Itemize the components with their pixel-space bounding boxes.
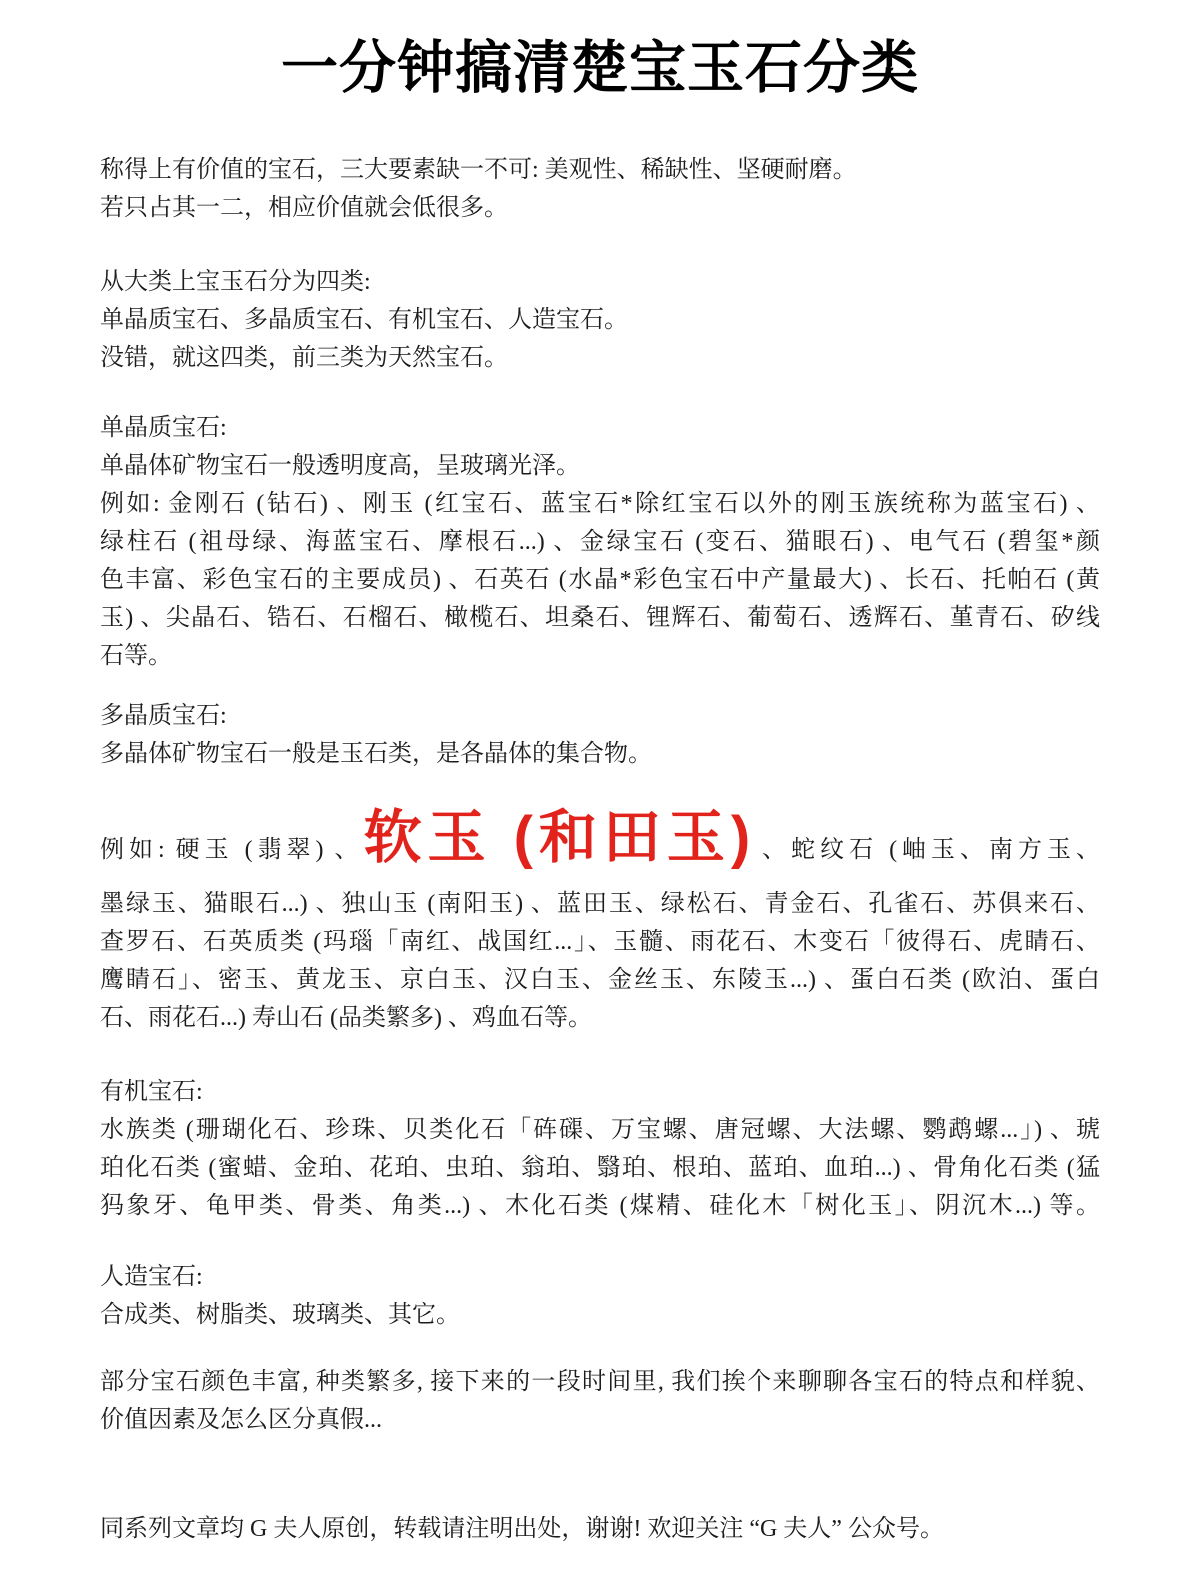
footer-line: 同系列文章均 G 夫人原创，转载请注明出处，谢谢! 欢迎关注 “G 夫人” 公众号。	[100, 1516, 944, 1542]
text-line: 色丰富、彩色宝石的主要成员) 、石英石 (水晶*彩色宝石中产量最大) 、长石、托帕石 (黄	[100, 567, 1100, 593]
poly-crystal-section	[100, 697, 1100, 773]
footer-paragraph	[100, 1510, 1100, 1548]
highlight-line	[100, 803, 1100, 885]
outro-paragraph	[100, 1363, 1100, 1439]
text-line: 例如: 金刚石 (钻石) 、刚玉 (红宝石、蓝宝石*除红宝石以外的刚玉族统称为蓝宝石) 、	[100, 491, 1100, 517]
poly-crystal-examples	[100, 803, 1100, 1037]
text-line: 价值因素及怎么区分真假...	[100, 1407, 382, 1433]
organic-section	[100, 1073, 1100, 1225]
page-title: 一分钟搞清楚宝玉石分类	[281, 37, 919, 100]
text-line: 若只占其一二，相应价值就会低很多。	[100, 195, 508, 221]
text-line: 玉) 、尖晶石、锆石、石榴石、橄榄石、坦桑石、锂辉石、葡萄石、透辉石、堇青石、矽线	[100, 605, 1100, 631]
text-line: 水族类 (珊瑚化石、珍珠、贝类化石「砗磲、万宝螺、唐冠螺、大法螺、鹦鹉螺...」) 、琥	[100, 1117, 1100, 1143]
text-segment: 、蛇纹石 (岫玉、南方玉、	[751, 837, 1100, 863]
section-description: 多晶体矿物宝石一般是玉石类，是各晶体的集合物。	[100, 741, 652, 767]
section-heading: 单晶质宝石:	[100, 415, 227, 441]
text-line: 墨绿玉、猫眼石...) 、独山玉 (南阳玉) 、蓝田玉、绿松石、青金石、孔雀石、苏俱来石、	[100, 891, 1100, 917]
section-description: 单晶体矿物宝石一般透明度高，呈玻璃光泽。	[100, 453, 580, 479]
text-line: 单晶质宝石、多晶质宝石、有机宝石、人造宝石。	[100, 307, 628, 333]
text-line: 石、雨花石...) 寿山石 (品类繁多) 、鸡血石等。	[100, 1005, 592, 1031]
text-line: 没错，就这四类，前三类为天然宝石。	[100, 345, 508, 371]
text-line: 犸象牙、龟甲类、骨类、角类...) 、木化石类 (煤精、硅化木「树化玉」、阴沉木...) 等。	[100, 1193, 1100, 1219]
text-line: 合成类、树脂类、玻璃类、其它。	[100, 1302, 460, 1328]
single-crystal-section	[100, 409, 1100, 675]
text-line: 部分宝石颜色丰富, 种类繁多, 接下来的一段时间里, 我们挨个来聊聊各宝石的特点和样貌、	[100, 1369, 1100, 1395]
text-line: 珀化石类 (蜜蜡、金珀、花珀、虫珀、翁珀、翳珀、根珀、蓝珀、血珀...) 、骨角化石类 (猛	[100, 1155, 1100, 1181]
text-line: 石等。	[100, 643, 172, 669]
intro-paragraph	[100, 151, 1100, 227]
text-line: 绿柱石 (祖母绿、海蓝宝石、摩根石...) 、金绿宝石 (变石、猫眼石) 、电气石 (碧玺*颜	[100, 529, 1100, 555]
text-line: 查罗石、石英质类 (玛瑙「南红、战国红...」、玉髓、雨花石、木变石「彼得石、虎睛石、	[100, 929, 1100, 955]
text-line: 鹰睛石」、密玉、黄龙玉、京白玉、汉白玉、金丝玉、东陵玉...) 、蛋白石类 (欧泊、蛋白	[100, 967, 1100, 993]
text-line: 从大类上宝玉石分为四类:	[100, 269, 371, 295]
section-heading: 多晶质宝石:	[100, 703, 227, 729]
text-segment: 例如: 硬玉 (翡翠) 、	[100, 837, 364, 863]
section-heading: 有机宝石:	[100, 1079, 203, 1105]
categories-paragraph	[100, 263, 1100, 377]
red-highlight-text: 软玉 (和田玉)	[363, 805, 752, 870]
section-heading: 人造宝石:	[100, 1264, 203, 1290]
text-line: 称得上有价值的宝石，三大要素缺一不可: 美观性、稀缺性、坚硬耐磨。	[100, 157, 857, 183]
artificial-section	[100, 1258, 1100, 1334]
